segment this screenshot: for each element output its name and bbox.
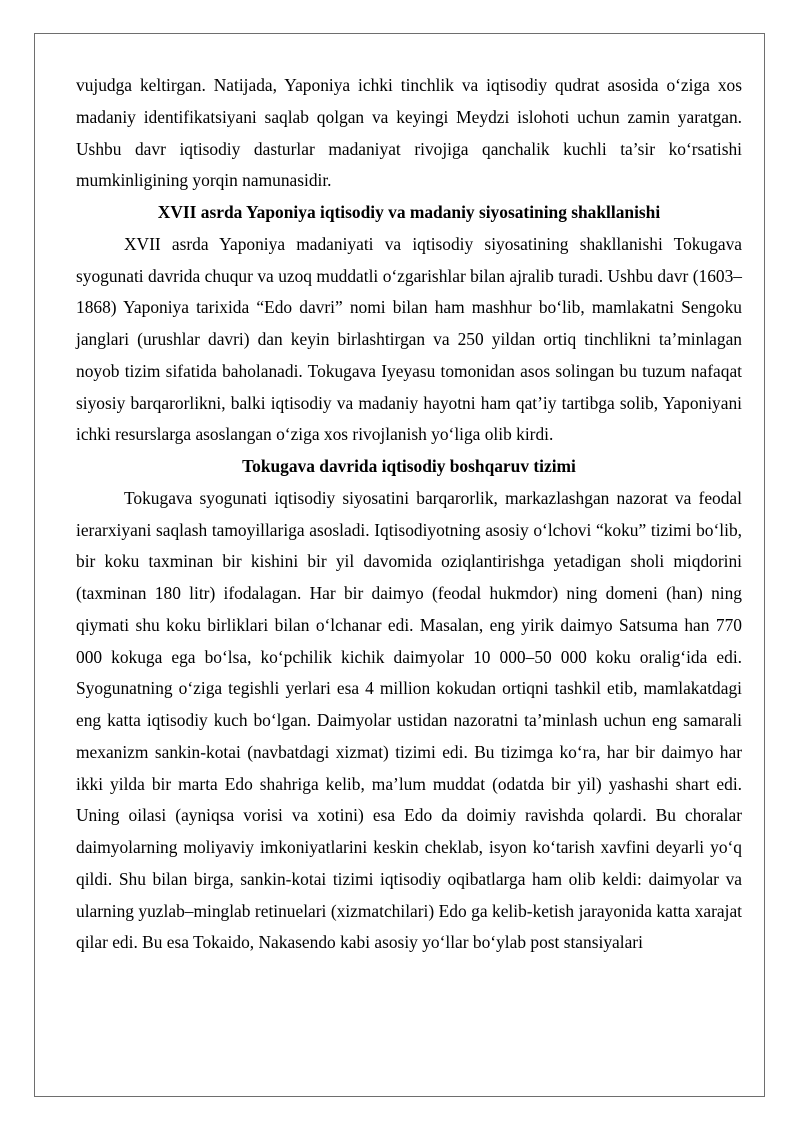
section-heading-xvii-century: XVII asrda Yaponiya iqtisodiy va madaniy siyosatining shakllanishi — [157, 202, 661, 222]
document-body — [76, 70, 742, 959]
section-heading-economic-system: Tokugava davrida iqtisodiy boshqaruv tizimi — [242, 456, 576, 476]
paragraph-koku-system: Tokugava syogunati iqtisodiy siyosatini barqarorlik, markazlashgan nazorat va feodal ierarxiyani saqlash tamoyillariga asosladi. Iqtisodiyotning asosiy o‘lchovi “koku” tizimi bo‘lib, bir koku taxminan bir kishini bir yil davomida oziqlantirishga yetadigan sholi miqdorini (taxminan 180 litr) ifodalagan. Har bir daimyo (feodal hukmdor) ning domeni (han) ning qiymati shu koku birliklari bilan o‘lchanar edi. Masalan, eng yirik daimyo Satsuma han 770 000 kokuga ega bo‘lsa, ko‘pchilik kichik daimyolar 10 000–50 000 koku oralig‘ida edi. Syogunatning o‘ziga tegishli yerlari esa 4 million kokudan ortiqni tashkil etib, mamlakatdagi eng katta iqtisodiy kuch bo‘lgan. Daimyolar ustidan nazoratni ta’minlash uchun eng samarali mexanizm sankin-kotai (navbatdagi xizmat) tizimi edi. Bu tizimga ko‘ra, har bir daimyo har ikki yilda bir marta Edo shahriga kelib, ma’lum muddat (odatda bir yil) yashashi shart edi. Uning oilasi (ayniqsa vorisi va xotini) esa Edo da doimiy ravishda qolardi. Bu choralar daimyolarning moliyaviy imkoniyatlarini keskin cheklab, isyon ko‘tarish xavfini deyarli yo‘q qildi. Shu bilan birga, sankin-kotai tizimi iqtisodiy oqibatlarga ham olib keldi: daimyolar va ularning yuzlab–minglab retinuelari (xizmatchilari) Edo ga kelib-ketish jarayonida katta xarajat qilar edi. Bu esa Tokaido, Nakasendo kabi asosiy yo‘llar bo‘ylab post stansiyalari — [76, 487, 742, 953]
paragraph-intro-continuation: vujudga keltirgan. Natijada, Yaponiya ichki tinchlik va iqtisodiy qudrat asosida o‘ziga xos madaniy identifikatsiyani saqlab qolgan va keyingi Meydzi islohoti uchun zamin yaratgan. Ushbu davr iqtisodiy dasturlar madaniyat rivojiga qanchalik kuchli ta’sir ko‘rsatishi mumkinligining yorqin namunasidir. — [76, 75, 742, 191]
paragraph-edo-period: XVII asrda Yaponiya madaniyati va iqtisodiy siyosatining shakllanishi Tokugava syogunati davrida chuqur va uzoq muddatli o‘zgarishlar bilan ajralib turadi. Ushbu davr (1603–1868) Yaponiya tarixida “Edo davri” nomi bilan ham mashhur bo‘lib, mamlakatni Sengoku janglari (urushlar davri) dan keyin birlashtirgan va 250 yildan ortiq tinchlikni ta’minlagan noyob tizim sifatida baholanadi. Tokugava Iyeyasu tomonidan asos solingan bu tuzum nafaqat siyosiy barqarorlikni, balki iqtisodiy va madaniy hayotni ham qat’iy tartibga solib, Yaponiyani ichki resurslarga asoslangan o‘ziga xos rivojlanish yo‘liga olib kirdi. — [76, 233, 742, 445]
